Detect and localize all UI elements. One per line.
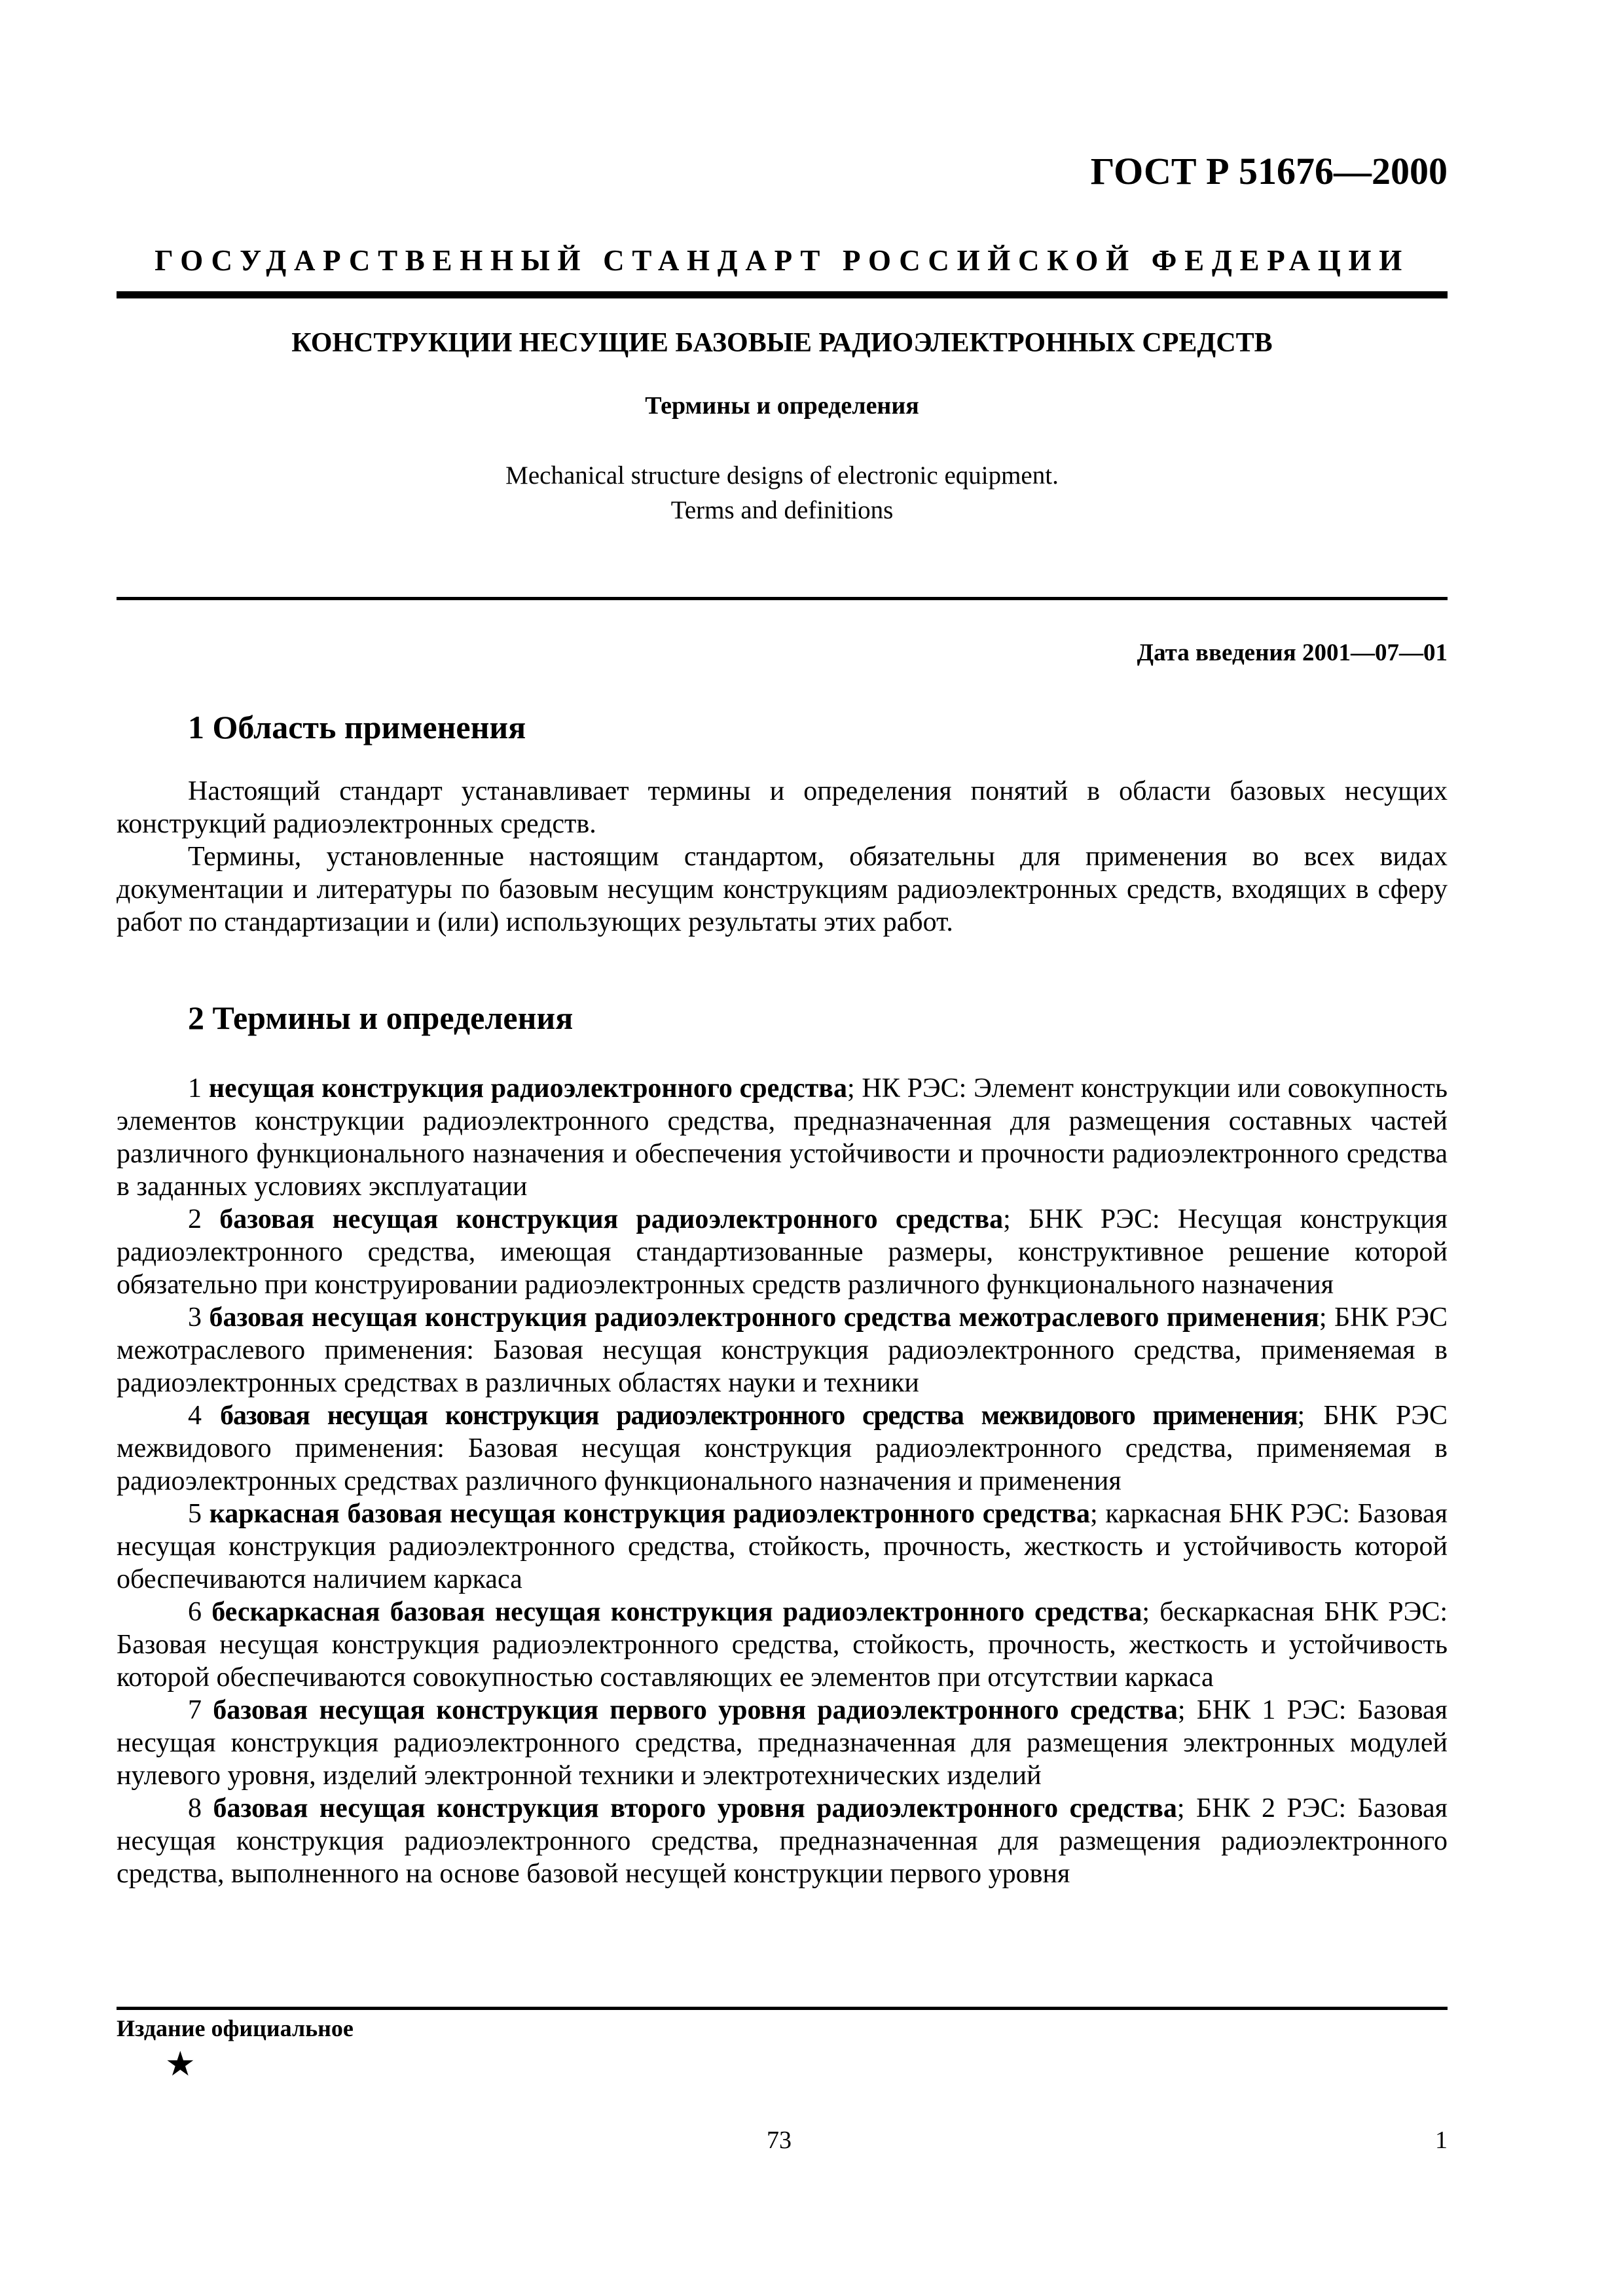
- term-number: 1: [188, 1073, 202, 1103]
- standard-title: КОНСТРУКЦИИ НЕСУЩИЕ БАЗОВЫЕ РАДИОЭЛЕКТРОННЫХ СРЕДСТВ: [291, 328, 1273, 358]
- term-entry: [117, 1301, 1448, 1399]
- term-entry: [117, 1694, 1448, 1792]
- page-number-right: 1: [1435, 2126, 1448, 2154]
- footer-rule: [117, 2007, 1448, 2010]
- english-title-line-1: Mechanical structure designs of electronic equipment.: [505, 461, 1059, 490]
- term-number: 5: [188, 1499, 202, 1529]
- term-definition: ; НК РЭС: Элемент конструкции или совокупность элементов конструкции радиоэлектронного средства, предназначенная для размещения составных частей различного функционального назначения и обеспечения устойчивости и прочности радиоэлектронного средства в заданных условиях эксплуатации: [117, 1073, 1448, 1202]
- term-entry: [117, 1072, 1448, 1203]
- term-definition: ; БНК 1 РЭС: Базовая несущая конструкция радиоэлектронного средства, предназначенная для размещения электронных модулей нулевого уровня, изделий электронной техники и электротехнических изделий: [117, 1695, 1448, 1791]
- term-definition: ; БНК РЭС межвидового применения: Базовая несущая конструкция радиоэлектронного средства, применяемая в радиоэлектронных средствах различного функционального назначения и применения: [117, 1401, 1448, 1496]
- term-name: базовая несущая конструкция радиоэлектронного средства: [219, 1204, 1004, 1234]
- term-name: несущая конструкция радиоэлектронного средства: [208, 1073, 847, 1103]
- term-definition: ; каркасная БНК РЭС: Базовая несущая конструкция радиоэлектронного средства, стойкость, прочность, жесткость и устойчивость которой обеспечиваются наличием каркаса: [117, 1499, 1448, 1594]
- term-number: 8: [188, 1793, 202, 1823]
- term-name: базовая несущая конструкция радиоэлектронного средства межвидового применения: [220, 1401, 1298, 1431]
- term-number: 2: [188, 1204, 202, 1234]
- page-number-center: 73: [767, 2126, 792, 2154]
- section-1-body: [117, 775, 1448, 939]
- terms-list: [117, 1072, 1448, 1890]
- term-name: базовая несущая конструкция второго уровня радиоэлектронного средства: [213, 1793, 1177, 1823]
- english-title-line-2: Terms and definitions: [670, 496, 894, 524]
- state-standard-banner: ГОСУДАРСТВЕННЫЙ СТАНДАРТ РОССИЙСКОЙ ФЕДЕРАЦИИ: [155, 244, 1410, 277]
- english-title: [117, 458, 1448, 528]
- term-entry: [117, 1203, 1448, 1301]
- term-number: 7: [188, 1695, 202, 1725]
- term-name: каркасная базовая несущая конструкция радиоэлектронного средства: [209, 1499, 1091, 1529]
- title-rule: [117, 597, 1448, 600]
- term-name: базовая несущая конструкция радиоэлектронного средства межотраслевого применения: [209, 1302, 1319, 1333]
- term-definition: ; бескаркасная БНК РЭС: Базовая несущая конструкция радиоэлектронного средства, стойкость, прочность, жесткость и устойчивость которой обеспечиваются совокупностью составляющих ее элементов при отсутствии каркаса: [117, 1597, 1448, 1693]
- introduction-date: Дата введения 2001—07—01: [1137, 639, 1448, 666]
- term-number: 4: [188, 1401, 202, 1431]
- term-definition: ; БНК РЭС межотраслевого применения: Базовая несущая конструкция радиоэлектронного средства, применяемая в радиоэлектронных средствах в различных областях науки и техники: [117, 1302, 1448, 1398]
- term-definition: ; БНК 2 РЭС: Базовая несущая конструкция радиоэлектронного средства, предназначенная для размещения радиоэлектронного средства, выполненного на основе базовой несущей конструкции первого уровня: [117, 1793, 1448, 1889]
- term-definition: ; БНК РЭС: Несущая конструкция радиоэлектронного средства, имеющая стандартизованные размеры, конструктивное решение которой обязательно при конструировании радиоэлектронных средств различного функционального назначения: [117, 1204, 1448, 1300]
- term-number: 6: [188, 1597, 202, 1627]
- standard-designation: ГОСТ Р 51676—2000: [1090, 150, 1448, 192]
- section-1-heading: 1 Область применения: [188, 709, 526, 745]
- term-number: 3: [188, 1302, 202, 1333]
- star-icon: ★: [165, 2045, 196, 2084]
- term-entry: [117, 1596, 1448, 1694]
- section-1-paragraph: Настоящий стандарт устанавливает термины и определения понятий в области базовых несущих конструкций радиоэлектронных средств.: [117, 776, 1448, 839]
- header-rule: [117, 291, 1448, 298]
- section-2-heading: 2 Термины и определения: [188, 999, 574, 1036]
- term-name: бескаркасная базовая несущая конструкция радиоэлектронного средства: [211, 1597, 1142, 1627]
- standard-subtitle: Термины и определения: [645, 392, 919, 420]
- term-entry: [117, 1792, 1448, 1890]
- term-entry: [117, 1498, 1448, 1596]
- term-name: базовая несущая конструкция первого уровня радиоэлектронного средства: [213, 1695, 1178, 1725]
- section-1-paragraph: Термины, установленные настоящим стандартом, обязательны для применения во всех видах документации и литературы по базовым несущим конструкциям радиоэлектронных средств, входящих в сферу работ по стандартизации и (или) использующих результаты этих работ.: [117, 842, 1448, 937]
- official-edition-label: Издание официальное: [117, 2015, 354, 2041]
- term-entry: [117, 1399, 1448, 1498]
